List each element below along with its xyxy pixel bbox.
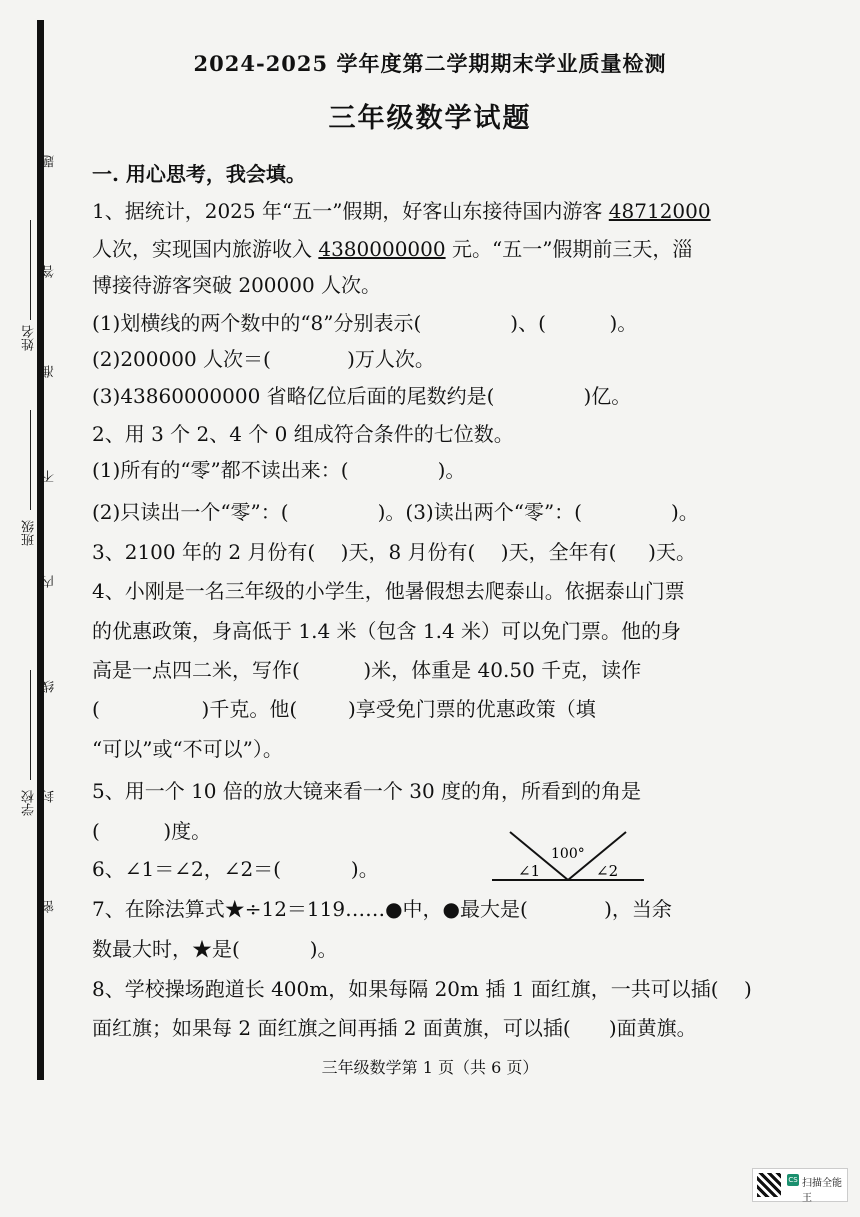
line-text: 元。“五一”假期前三天，淄	[445, 237, 693, 261]
side-label-school: 学校	[22, 790, 37, 816]
camscanner-logo-icon: CS	[788, 1176, 798, 1184]
angle-2-label: ∠2	[596, 862, 619, 880]
question-line: (1)划横线的两个数中的“8”分别表示( )、( )。	[92, 311, 638, 335]
exam-title: 2024-2025 学年度第二学期期末学业质量检测	[193, 51, 667, 76]
side-char-ti: 题	[42, 155, 57, 168]
underlined-number: 4380000000	[318, 237, 446, 261]
question-line: (2)200000 人次＝( )万人次。	[92, 347, 435, 371]
question-line: 3、2100 年的 2 月份有( )天，8 月份有( )天，全年有( )天。	[92, 540, 696, 564]
question-line: 4、小刚是一名三年级的小学生，他暑假想去爬泰山。依据泰山门票	[92, 579, 685, 603]
school-rule	[30, 670, 31, 780]
line-text: 1、据统计，2025 年“五一”假期，好客山东接待国内游客	[92, 199, 609, 223]
side-char-bu: 不	[42, 470, 57, 483]
question-line: (3)43860000000 省略亿位后面的尾数约是( )亿。	[92, 384, 632, 408]
scanner-badge	[752, 1168, 848, 1202]
question-line: (1)所有的“零”都不读出来：( )。	[92, 458, 466, 482]
side-label-class: 班级	[22, 520, 37, 546]
question-line: 高是一点四二米，写作( )米，体重是 40.50 千克，读作	[92, 658, 642, 682]
question-line: 8、学校操场跑道长 400m，如果每隔 20m 插 1 面红旗，一共可以插( )	[92, 977, 752, 1001]
question-line: 6、∠1＝∠2，∠2＝( )。	[92, 857, 379, 881]
side-char-da: 答	[42, 265, 57, 278]
side-char-mi: 密	[42, 900, 57, 913]
question-line	[92, 195, 711, 224]
qr-code-icon	[757, 1173, 781, 1197]
side-char-nei: 内	[42, 575, 57, 588]
question-line: “可以”或“不可以”）。	[92, 737, 283, 761]
section-heading: 一. 用心思考，我会填。	[92, 162, 306, 186]
question-line: 的优惠政策，身高低于 1.4 米（包含 1.4 米）可以免门票。他的身	[92, 619, 682, 643]
exam-subtitle: 三年级数学试题	[328, 103, 532, 134]
angle-100-label: 100°	[551, 846, 585, 862]
class-rule	[30, 410, 31, 510]
question-line: ( )千克。他( )享受免门票的优惠政策（填	[92, 697, 596, 721]
side-char-xian: 线	[42, 680, 57, 693]
line-text: 人次，实现国内旅游收入	[92, 237, 319, 261]
name-rule	[30, 220, 31, 320]
question-line: 博接待游客突破 200000 人次。	[92, 273, 382, 297]
underlined-number: 48712000	[608, 199, 711, 223]
angle-1-label: ∠1	[518, 862, 541, 880]
side-char-feng: 封	[42, 790, 57, 803]
angle-figure	[488, 830, 648, 885]
page-footer: 三年级数学第 1 页（共 6 页）	[321, 1058, 539, 1077]
question-line: 5、用一个 10 倍的放大镜来看一个 30 度的角，所看到的角是	[92, 779, 642, 803]
scanner-app-name: 扫描全能王	[802, 1178, 842, 1204]
question-line: 2、用 3 个 2、4 个 0 组成符合条件的七位数。	[92, 422, 514, 446]
question-line	[92, 233, 692, 262]
question-line: 面红旗；如果每 2 面红旗之间再插 2 面黄旗，可以插( )面黄旗。	[92, 1016, 697, 1040]
side-binding-labels	[22, 150, 62, 950]
question-line: (2)只读出一个“零”：( )。(3)读出两个“零”：( )。	[92, 500, 699, 524]
side-label-name: 姓名	[22, 325, 37, 351]
question-line: ( )度。	[92, 819, 212, 843]
side-char-zhun: 准	[42, 365, 57, 378]
question-line: 7、在除法算式★÷12＝119……●中，●最大是( )，当余	[92, 897, 672, 921]
question-line: 数最大时，★是( )。	[92, 937, 338, 961]
